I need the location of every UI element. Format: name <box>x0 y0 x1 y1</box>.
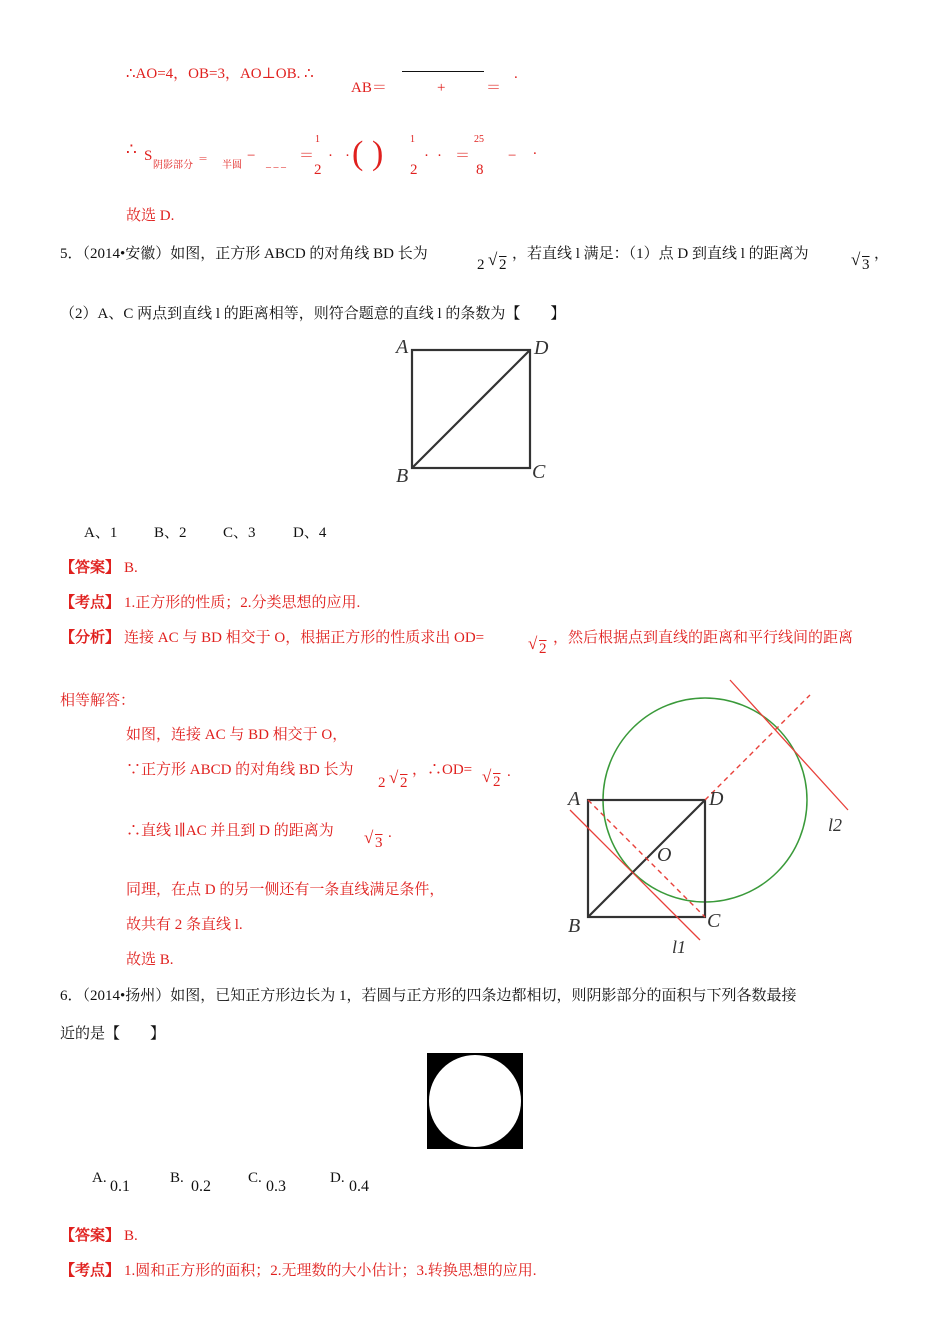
q5-point: 1.正方形的性质；2.分类思想的应用. <box>124 595 361 611</box>
q5-stem-comma: ， <box>874 246 890 262</box>
vertex-c: C <box>707 910 721 932</box>
q6-stem-line1: 6．（2014•扬州）如图，已知正方形边长为 1，若圆与正方形的四条边都相切，则阴影部分的面积与下列各数最接 <box>60 988 797 1004</box>
q5-sol-line3b: . <box>388 825 392 841</box>
q6-point: 1.圆和正方形的面积；2.无理数的大小估计；3.转换思想的应用. <box>124 1263 537 1279</box>
vertex-b: B <box>568 915 581 937</box>
sol4-ab-label: AB＝ <box>351 80 387 96</box>
sol4-s-half: 半圆 <box>222 160 242 171</box>
center-o: O <box>657 844 672 866</box>
q5-sol-sqrt2-radicand: 2 <box>493 774 501 790</box>
sol4-paren-right: ) <box>372 135 384 172</box>
sol4-dot-b: · <box>345 148 350 164</box>
sol4-s-sub: 阴影部分 <box>153 160 193 171</box>
q5-sqrt3-root: √ <box>851 250 861 269</box>
sol4-dots: _ _ _ <box>266 158 286 169</box>
q5-sol-sqrt2-root: √ <box>482 767 492 786</box>
sol4-eq2: ＝ <box>299 148 315 164</box>
sol4-frac2-num: 1 <box>410 134 415 145</box>
q5-option-d: D、4 <box>293 525 327 541</box>
q5-sol-diag-root: √ <box>389 768 399 787</box>
label-l1: l1 <box>672 937 687 957</box>
sol4-frac1-den: 2 <box>314 162 322 178</box>
q5-answer: B. <box>124 560 138 576</box>
q5-option-a: A、1 <box>84 525 118 541</box>
q5-sol-sqrt3-radicand: 3 <box>375 835 383 851</box>
line-l2 <box>730 680 848 810</box>
q5-sol-line3a: ∴直线 l∥AC 并且到 D 的距离为 <box>126 823 334 839</box>
sol4-choice: 故选 D. <box>126 208 175 224</box>
sol4-plus: + <box>437 80 446 96</box>
vertex-a: A <box>396 336 409 358</box>
q5-diag-root: √ <box>488 250 498 269</box>
sol4-frac2-den: 2 <box>410 162 418 178</box>
q5-sol-line2c: . <box>507 764 511 780</box>
q6-option-d-value: 0.4 <box>349 1178 369 1195</box>
q5-answer-tag: 【答案】 <box>60 560 121 576</box>
q6-answer: B. <box>124 1228 138 1244</box>
q5-diag-radicand: 2 <box>499 257 507 273</box>
q6-option-b-letter: B. <box>170 1170 184 1186</box>
sol4-therefore: ∴ <box>126 140 137 159</box>
sol4-dot2: . <box>533 142 537 158</box>
vertex-b: B <box>396 465 409 487</box>
sol4-dot-c: · <box>424 148 429 164</box>
q5-sol-diag-radicand: 2 <box>400 775 408 791</box>
q6-point-tag: 【考点】 <box>60 1263 121 1279</box>
line-l1 <box>570 810 700 940</box>
q5-analysis-sqrt2-radicand: 2 <box>539 641 547 657</box>
q6-option-d-letter: D. <box>330 1170 345 1186</box>
q6-option-a-letter: A. <box>92 1170 107 1186</box>
q6-stem-line2: 近的是【 】 <box>60 1026 166 1042</box>
sol4-eq3: ＝ <box>455 148 471 164</box>
q5-square-figure <box>390 332 565 487</box>
q5-option-c: C、3 <box>223 525 256 541</box>
q6-figure <box>427 1053 523 1149</box>
q5-solution-figure <box>560 675 855 965</box>
q5-stem-line2: （2）A、C 两点到直线 l 的距离相等，则符合题意的直线 l 的条数为【 】 <box>60 306 566 322</box>
vertex-d: D <box>534 337 549 359</box>
q5-sol-line2a: ∵正方形 ABCD 的对角线 BD 长为 <box>126 762 354 778</box>
sol4-dot-d: · <box>437 148 442 164</box>
sol4-minus2: − <box>508 148 517 164</box>
sol4-dot: . <box>514 66 518 82</box>
q6-option-a-value: 0.1 <box>110 1178 130 1195</box>
q5-point-tag: 【考点】 <box>60 595 121 611</box>
sol4-s-main: S <box>144 148 153 164</box>
sol4-frac3-num: 25 <box>474 134 484 145</box>
q5-analysis-part1: 连接 AC 与 BD 相交于 O，根据正方形的性质求出 OD= <box>124 630 485 646</box>
inscribed-circle <box>429 1055 521 1147</box>
q5-sol-line4: 同理，在点 D 的另一侧还有一条直线满足条件， <box>126 882 445 898</box>
q5-analysis-part2: ，然后根据点到直线的距离和平行线间的距离 <box>553 630 854 646</box>
sol4-line1: ∴AO=4，OB=3，AO⊥OB. ∴ <box>126 66 314 82</box>
q5-sqrt3-radicand: 3 <box>862 257 870 273</box>
q6-option-b-value: 0.2 <box>191 1178 211 1195</box>
sol4-paren-left: ( <box>352 135 364 172</box>
q5-sol-sqrt3-root: √ <box>364 828 374 847</box>
q5-stem-part1: 5．（2014•安徽）如图，正方形 ABCD 的对角线 BD 长为 <box>60 246 428 262</box>
q6-answer-tag: 【答案】 <box>60 1228 121 1244</box>
q5-analysis-part3: 相等解答： <box>60 693 136 709</box>
sol4-fraction-bar <box>402 71 484 72</box>
q5-option-b: B、2 <box>154 525 187 541</box>
q5-sol-line2b: ，∴OD= <box>412 762 473 778</box>
q5-sol-line1: 如图，连接 AC 与 BD 相交于 O， <box>126 727 348 743</box>
label-l2: l2 <box>828 815 843 835</box>
q5-diag-coef: 2 <box>477 257 485 273</box>
sol4-frac1-num: 1 <box>315 134 320 145</box>
q5-stem-part2: ，若直线 l 满足：（1）点 D 到直线 l 的距离为 <box>512 246 809 262</box>
diagonal-bd <box>412 350 530 468</box>
q6-option-c-value: 0.3 <box>266 1178 286 1195</box>
sol4-s-eq: ＝ <box>198 154 208 165</box>
vertex-a: A <box>568 788 581 810</box>
sol4-s-minus: − <box>247 148 256 164</box>
q5-analysis-tag: 【分析】 <box>60 630 121 646</box>
q6-option-c-letter: C. <box>248 1170 262 1186</box>
q5-sol-line5: 故共有 2 条直线 l. <box>126 917 243 933</box>
vertex-d: D <box>709 788 724 810</box>
vertex-c: C <box>532 461 546 483</box>
q5-sol-line6: 故选 B. <box>126 952 174 968</box>
sol4-dot-a: · <box>328 148 333 164</box>
q5-analysis-sqrt2-root: √ <box>528 634 538 653</box>
sol4-eq: ＝ <box>486 80 502 96</box>
sol4-frac3-den: 8 <box>476 162 484 178</box>
q5-sol-diag-coef: 2 <box>378 775 386 791</box>
